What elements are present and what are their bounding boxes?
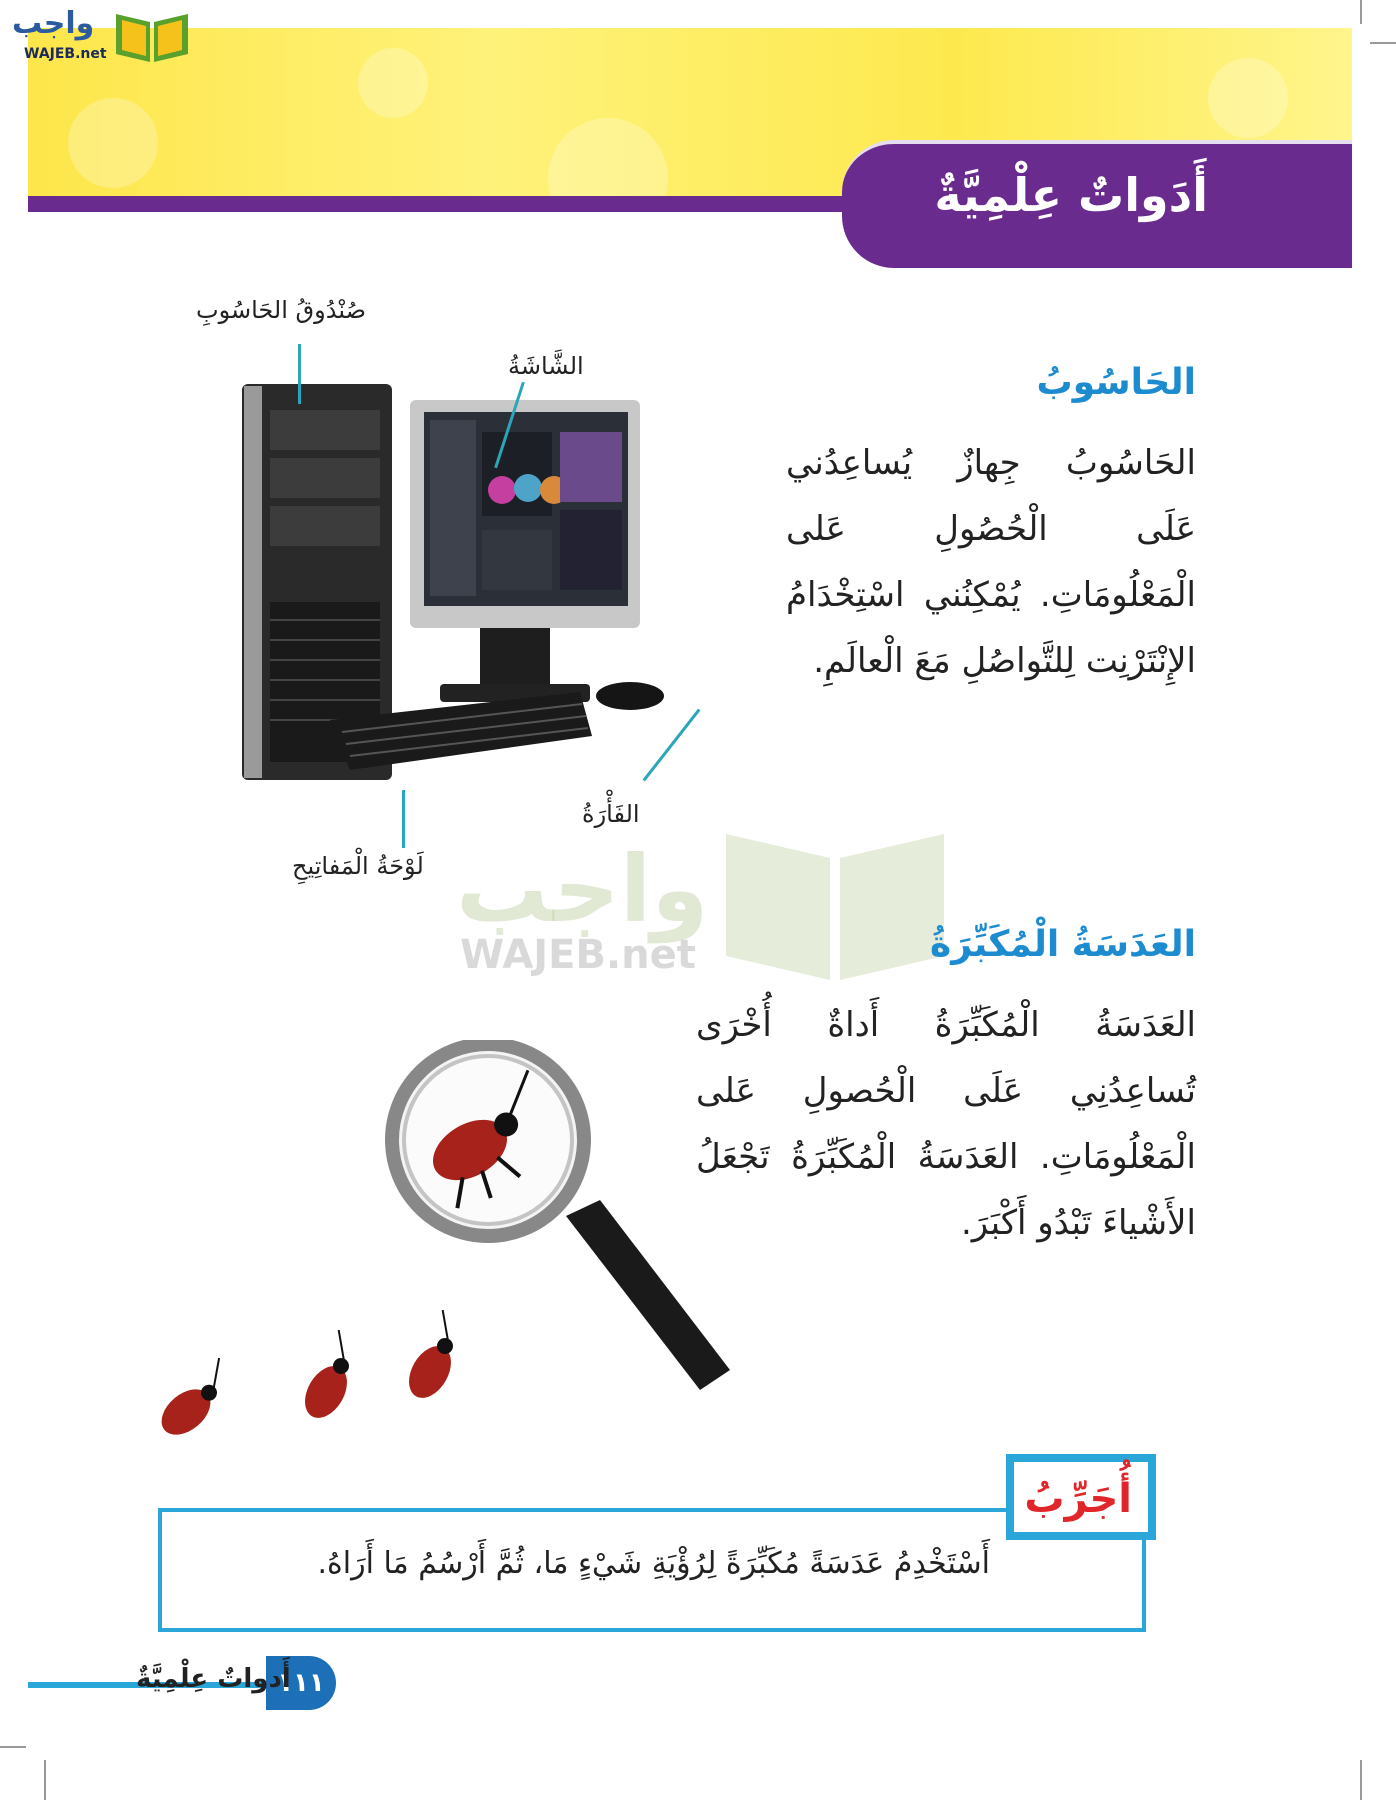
page-number: ١١١ (266, 1656, 336, 1710)
label-mouse: الفَأْرَةُ (582, 800, 640, 828)
crop-mark (1360, 1760, 1362, 1800)
crop-mark (1360, 0, 1362, 24)
watermark-word: واجب (456, 836, 709, 943)
crop-mark (0, 1746, 26, 1748)
activity-title: أُجَرِّبُ (1024, 1476, 1132, 1522)
activity-text: أَسْتَخْدِمُ عَدَسَةً مُكَبِّرَةً لِرُؤْيَةِ شَيْءٍ مَا، ثُمَّ أَرْسُمُ مَا أَرَاهُ. (317, 1546, 990, 1581)
case-leader (298, 344, 301, 404)
magnifier-paragraph: العَدَسَةُ الْمُكَبِّرَةُ أَداةٌ أُخْرَى تُساعِدُنِي عَلَى الْحُصولِ عَلى الْمَعْلُومَاتِ. العَدَسَةُ الْمُكَبِّرَةُ تَجْعَلُ الأَشْياءَ تَبْدُو أَكْبَرَ. (696, 1005, 1196, 1243)
crop-mark (44, 1760, 46, 1800)
label-keyboard: لَوْحَةُ الْمَفاتِيحِ (292, 852, 424, 880)
label-screen: الشَّاشَةُ (508, 352, 584, 380)
watermark-net: WAJEB.net (460, 932, 696, 978)
logo-sub: WAJEB.net (24, 46, 107, 62)
computer-illustration (230, 340, 750, 800)
page-title: أَدَواتٌ عِلْمِيَّةٌ (934, 168, 1208, 222)
computer-paragraph: الحَاسُوبُ جِهازٌ يُساعِدُني عَلَى الْحُصُولِ عَلى الْمَعْلُومَاتِ. يُمْكِنُني اسْتِخْدَامُ الإِنْتَرْنِت لِلتَّواصُلِ مَعَ الْعالَمِ. (786, 443, 1196, 681)
crop-mark (1370, 42, 1396, 44)
computer-heading: الحَاسُوبُ (1036, 362, 1196, 403)
wajeb-logo (12, 6, 192, 64)
logo-word: واجب (12, 6, 95, 41)
magnifier-heading: العَدَسَةُ الْمُكَبِّرَةُ (929, 924, 1196, 965)
book-icon (112, 6, 192, 64)
watermark-book-icon (720, 814, 950, 984)
label-computer-case: صُنْدُوقُ الحَاسُوبِ (196, 296, 366, 324)
footer-title: أَدواتٌ عِلْمِيَّةٌ (136, 1664, 291, 1694)
keyboard-leader (402, 790, 405, 848)
magnifier-illustration (130, 1040, 750, 1460)
